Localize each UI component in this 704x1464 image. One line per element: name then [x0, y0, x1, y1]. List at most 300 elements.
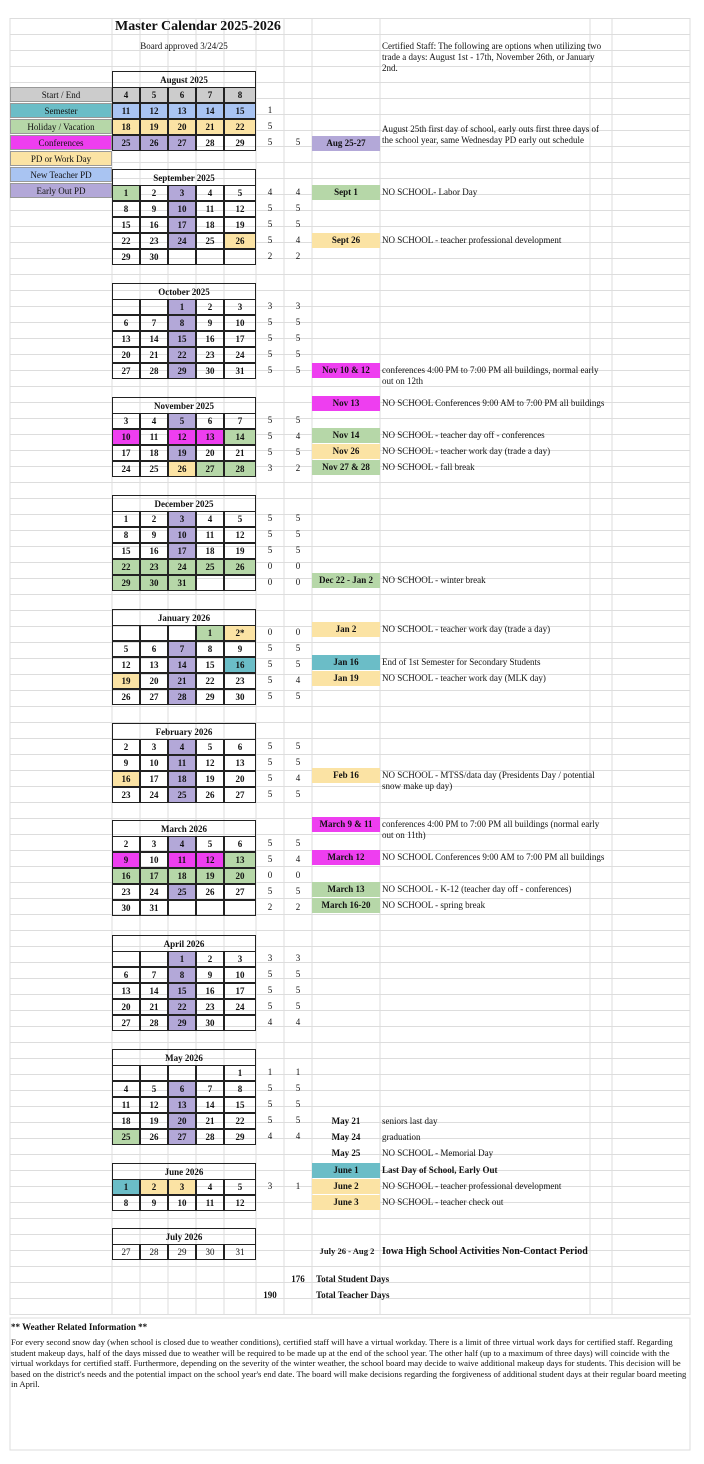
calendar-day: 1 — [224, 1065, 256, 1081]
calendar-day: 2* — [224, 625, 256, 641]
calendar-day: 12 — [224, 1195, 256, 1211]
calendar-day: 9 — [112, 755, 140, 771]
calendar-day: 18 — [140, 445, 168, 461]
event-date: Jan 2 — [312, 622, 380, 637]
calendar-day: 12 — [196, 755, 224, 771]
calendar-day: 19 — [168, 445, 196, 461]
teacher-day-count: 5 — [267, 447, 273, 457]
calendar-day: 13 — [196, 429, 224, 445]
calendar-day: 6 — [224, 836, 256, 852]
calendar-day: 8 — [112, 527, 140, 543]
student-day-count: 4 — [295, 431, 301, 441]
calendar-day: 17 — [168, 217, 196, 233]
calendar-day: 21 — [196, 119, 224, 135]
calendar-day: 7 — [224, 413, 256, 429]
calendar-day: 5 — [224, 1179, 256, 1195]
student-day-count: 0 — [295, 561, 301, 571]
calendar-day: 7 — [168, 641, 196, 657]
student-day-count: 1 — [295, 1067, 301, 1077]
teacher-day-count: 1 — [267, 105, 273, 115]
calendar-day: 9 — [196, 967, 224, 983]
event-description: graduation — [382, 1132, 421, 1142]
calendar-day: 23 — [140, 233, 168, 249]
calendar-day: 2 — [140, 185, 168, 201]
teacher-day-count: 5 — [267, 513, 273, 523]
calendar-day: 4 — [112, 1081, 140, 1097]
calendar-day: 13 — [168, 103, 196, 119]
calendar-day: 27 — [168, 1129, 196, 1145]
teacher-day-count: 0 — [267, 870, 273, 880]
total-student-days-value: 176 — [291, 1274, 305, 1284]
calendar-day: 9 — [140, 1195, 168, 1211]
calendar-day: 22 — [168, 347, 196, 363]
teacher-day-count: 5 — [267, 235, 273, 245]
calendar-day: 26 — [140, 1129, 168, 1145]
event-description: Iowa High School Activities Non-Contact Period — [382, 1246, 588, 1257]
month-header: December 2025 — [112, 495, 256, 511]
calendar-day: 11 — [112, 103, 140, 119]
calendar-day — [168, 900, 196, 916]
teacher-day-count: 2 — [267, 902, 273, 912]
student-day-count: 5 — [295, 886, 301, 896]
calendar-day: 5 — [140, 1081, 168, 1097]
calendar-day: 16 — [112, 868, 140, 884]
calendar-day: 3 — [112, 413, 140, 429]
month-header: August 2025 — [112, 71, 256, 87]
student-day-count: 4 — [295, 1131, 301, 1141]
event-description: NO SCHOOL Conferences 9:00 AM to 7:00 PM all buildings — [382, 398, 605, 408]
calendar-day: 1 — [112, 511, 140, 527]
calendar-day: 29 — [224, 1129, 256, 1145]
calendar-day: 23 — [224, 673, 256, 689]
teacher-day-count: 5 — [267, 1099, 273, 1109]
calendar-day: 21 — [168, 673, 196, 689]
calendar-day: 28 — [140, 1244, 168, 1260]
teacher-day-count: 5 — [267, 545, 273, 555]
teacher-day-count: 5 — [267, 985, 273, 995]
calendar-day: 31 — [168, 575, 196, 591]
calendar-day: 30 — [140, 575, 168, 591]
teacher-day-count: 5 — [267, 121, 273, 131]
calendar-day: 4 — [112, 87, 140, 103]
student-day-count: 4 — [295, 187, 301, 197]
calendar-day: 23 — [112, 884, 140, 900]
calendar-day: 26 — [168, 461, 196, 477]
calendar-day: 1 — [168, 299, 196, 315]
calendar-day: 22 — [168, 999, 196, 1015]
calendar-day: 8 — [224, 1081, 256, 1097]
event-date: Jan 16 — [312, 655, 380, 670]
event-date: March 16-20 — [312, 898, 380, 913]
student-day-count: 5 — [295, 203, 301, 213]
calendar-day — [224, 900, 256, 916]
event-date: June 1 — [312, 1163, 380, 1178]
teacher-day-count: 5 — [267, 757, 273, 767]
certified-staff-note: Certified Staff: The following are options when utilizing two trade a days: August 1st - 17th, November 26th, or January 2nd. — [382, 41, 602, 73]
calendar-day: 31 — [224, 1244, 256, 1260]
student-day-count: 5 — [295, 1115, 301, 1125]
calendar-day: 6 — [112, 967, 140, 983]
calendar-day — [196, 249, 224, 265]
calendar-day: 6 — [168, 87, 196, 103]
calendar-day: 20 — [224, 868, 256, 884]
calendar-day: 11 — [196, 1195, 224, 1211]
calendar-day: 13 — [224, 852, 256, 868]
calendar-day: 7 — [196, 87, 224, 103]
event-date: Dec 22 - Jan 2 — [312, 573, 380, 588]
calendar-day: 25 — [112, 1129, 140, 1145]
calendar-day — [140, 951, 168, 967]
student-day-count: 0 — [295, 577, 301, 587]
calendar-day: 24 — [140, 884, 168, 900]
student-day-count: 5 — [295, 659, 301, 669]
calendar-day: 3 — [168, 185, 196, 201]
calendar-day: 16 — [196, 983, 224, 999]
calendar-day: 5 — [168, 413, 196, 429]
event-date: Sept 1 — [312, 185, 380, 200]
calendar-day — [140, 1065, 168, 1081]
calendar-day: 30 — [196, 363, 224, 379]
event-date: May 25 — [331, 1148, 361, 1158]
student-day-count: 5 — [295, 137, 301, 147]
calendar-day: 30 — [196, 1015, 224, 1031]
calendar-day: 30 — [196, 1244, 224, 1260]
calendar-day: 29 — [112, 249, 140, 265]
calendar-day: 26 — [196, 884, 224, 900]
teacher-day-count: 5 — [267, 1083, 273, 1093]
teacher-day-count: 5 — [267, 838, 273, 848]
calendar-day: 12 — [140, 103, 168, 119]
calendar-day: 4 — [196, 1179, 224, 1195]
calendar-day: 13 — [112, 331, 140, 347]
student-day-count: 4 — [295, 675, 301, 685]
calendar-day: 18 — [196, 217, 224, 233]
calendar-day: 22 — [224, 1113, 256, 1129]
calendar-day: 27 — [140, 689, 168, 705]
calendar-day: 29 — [224, 135, 256, 151]
calendar-day: 25 — [196, 559, 224, 575]
teacher-day-count: 5 — [267, 773, 273, 783]
calendar-day: 22 — [196, 673, 224, 689]
student-day-count: 5 — [295, 219, 301, 229]
calendar-day: 17 — [224, 983, 256, 999]
month-header: July 2026 — [112, 1228, 256, 1244]
month-header: March 2026 — [112, 820, 256, 836]
student-day-count: 5 — [295, 317, 301, 327]
calendar-day: 28 — [168, 689, 196, 705]
student-day-count: 3 — [295, 301, 301, 311]
calendar-day: 1 — [112, 1179, 140, 1195]
teacher-day-count: 5 — [267, 691, 273, 701]
legend-item: PD or Work Day — [10, 151, 112, 166]
calendar-day: 27 — [224, 884, 256, 900]
calendar-day: 10 — [224, 315, 256, 331]
calendar-day: 16 — [224, 657, 256, 673]
calendar-day: 8 — [112, 1195, 140, 1211]
calendar-day: 12 — [224, 201, 256, 217]
calendar-day: 9 — [140, 527, 168, 543]
teacher-day-count: 3 — [267, 953, 273, 963]
calendar-day: 2 — [112, 836, 140, 852]
calendar-day: 8 — [112, 201, 140, 217]
teacher-day-count: 4 — [267, 187, 273, 197]
calendar-day: 1 — [112, 185, 140, 201]
calendar-day: 21 — [140, 347, 168, 363]
calendar-day — [168, 249, 196, 265]
calendar-day: 15 — [224, 103, 256, 119]
calendar-day: 4 — [196, 185, 224, 201]
calendar-day: 17 — [112, 445, 140, 461]
calendar-day: 29 — [112, 575, 140, 591]
event-date: March 13 — [312, 882, 380, 897]
calendar-day: 10 — [112, 429, 140, 445]
calendar-day: 2 — [140, 1179, 168, 1195]
calendar-day: 16 — [140, 543, 168, 559]
event-date: Nov 26 — [312, 444, 380, 459]
student-day-count: 5 — [295, 447, 301, 457]
calendar-day — [112, 1065, 140, 1081]
event-date: June 3 — [312, 1195, 380, 1210]
calendar-day: 15 — [224, 1097, 256, 1113]
calendar-day: 30 — [112, 900, 140, 916]
calendar-day: 5 — [224, 185, 256, 201]
calendar-day: 29 — [196, 689, 224, 705]
calendar-day: 2 — [196, 951, 224, 967]
calendar-day: 11 — [196, 527, 224, 543]
calendar-day: 6 — [112, 315, 140, 331]
teacher-day-count: 5 — [267, 854, 273, 864]
legend-item: Conferences — [10, 135, 112, 150]
calendar-day: 25 — [168, 884, 196, 900]
calendar-day: 9 — [196, 315, 224, 331]
calendar-day — [224, 575, 256, 591]
calendar-day: 25 — [168, 787, 196, 803]
calendar-day: 28 — [140, 1015, 168, 1031]
month-header: November 2025 — [112, 397, 256, 413]
calendar-day: 14 — [224, 429, 256, 445]
calendar-day: 23 — [196, 999, 224, 1015]
event-description: seniors last day — [382, 1116, 438, 1126]
event-description: NO SCHOOL - Memorial Day — [382, 1148, 494, 1158]
calendar-day — [224, 249, 256, 265]
calendar-day: 3 — [224, 299, 256, 315]
calendar-day: 22 — [112, 233, 140, 249]
event-description: NO SCHOOL - teacher work day (trade a day) — [382, 446, 551, 456]
student-day-count: 5 — [295, 969, 301, 979]
calendar-day: 17 — [140, 868, 168, 884]
event-date: June 2 — [312, 1179, 380, 1194]
calendar-day: 12 — [140, 1097, 168, 1113]
calendar-day: 4 — [168, 836, 196, 852]
calendar-day: 18 — [112, 1113, 140, 1129]
calendar-day: 28 — [224, 461, 256, 477]
calendar-day: 12 — [168, 429, 196, 445]
calendar-day: 24 — [224, 347, 256, 363]
calendar-day: 19 — [224, 217, 256, 233]
calendar-day: 18 — [112, 119, 140, 135]
calendar-day: 8 — [168, 315, 196, 331]
teacher-day-count: 0 — [267, 627, 273, 637]
total-student-days-label: Total Student Days — [316, 1274, 390, 1284]
student-day-count: 5 — [295, 529, 301, 539]
calendar-day: 21 — [140, 999, 168, 1015]
event-description: NO SCHOOL - teacher work day (trade a day) — [382, 624, 551, 634]
teacher-day-count: 3 — [267, 1181, 273, 1191]
calendar-day: 6 — [168, 1081, 196, 1097]
calendar-day — [196, 900, 224, 916]
event-date: Jan 19 — [312, 671, 380, 686]
calendar-day: 17 — [168, 543, 196, 559]
student-day-count: 5 — [295, 349, 301, 359]
calendar-day: 2 — [112, 739, 140, 755]
calendar-day: 9 — [224, 641, 256, 657]
calendar-day: 23 — [140, 559, 168, 575]
event-description: NO SCHOOL- Labor Day — [382, 187, 478, 197]
student-day-count: 2 — [295, 251, 301, 261]
teacher-day-count: 1 — [267, 1067, 273, 1077]
student-day-count: 4 — [295, 1017, 301, 1027]
calendar-day: 10 — [224, 967, 256, 983]
month-header: September 2025 — [112, 169, 256, 185]
calendar-day: 31 — [140, 900, 168, 916]
calendar-day: 15 — [168, 983, 196, 999]
calendar-day: 3 — [140, 739, 168, 755]
month-header: October 2025 — [112, 283, 256, 299]
calendar-day: 4 — [168, 739, 196, 755]
calendar-day: 27 — [224, 787, 256, 803]
event-description: NO SCHOOL Conferences 9:00 AM to 7:00 PM all buildings — [382, 852, 605, 862]
calendar-day — [196, 575, 224, 591]
legend-item: Holiday / Vacation — [10, 119, 112, 134]
calendar-day: 25 — [112, 135, 140, 151]
calendar-day: 10 — [168, 1195, 196, 1211]
event-date: July 26 - Aug 2 — [319, 1246, 375, 1256]
calendar-day — [112, 299, 140, 315]
event-description: NO SCHOOL - teacher day off - conferences — [382, 430, 545, 440]
calendar-day: 20 — [168, 1113, 196, 1129]
calendar-day: 27 — [112, 1015, 140, 1031]
calendar-day: 19 — [224, 543, 256, 559]
student-day-count: 5 — [295, 1099, 301, 1109]
calendar-day: 5 — [140, 87, 168, 103]
teacher-day-count: 5 — [267, 659, 273, 669]
calendar-day: 6 — [224, 739, 256, 755]
teacher-day-count: 5 — [267, 886, 273, 896]
calendar-day: 3 — [168, 1179, 196, 1195]
calendar-day: 27 — [112, 1244, 140, 1260]
event-date: March 12 — [312, 850, 380, 865]
calendar-day: 26 — [196, 787, 224, 803]
calendar-day: 14 — [196, 103, 224, 119]
teacher-day-count: 2 — [267, 251, 273, 261]
teacher-day-count: 5 — [267, 219, 273, 229]
approval-note: Board approved 3/24/25 — [140, 41, 228, 51]
calendar-day: 3 — [224, 951, 256, 967]
calendar-day: 5 — [224, 511, 256, 527]
student-day-count: 0 — [295, 870, 301, 880]
student-day-count: 5 — [295, 643, 301, 653]
student-day-count: 4 — [295, 773, 301, 783]
calendar-day — [168, 625, 196, 641]
event-date: May 21 — [331, 1116, 361, 1126]
calendar-day: 30 — [224, 689, 256, 705]
calendar-day: 15 — [112, 217, 140, 233]
calendar-day: 22 — [112, 559, 140, 575]
legend-item: Early Out PD — [10, 183, 112, 198]
calendar-day: 2 — [196, 299, 224, 315]
event-description: NO SCHOOL - teacher professional development — [382, 235, 562, 245]
legend-item: Semester — [10, 103, 112, 118]
teacher-day-count: 0 — [267, 561, 273, 571]
calendar-day — [112, 625, 140, 641]
event-description: End of 1st Semester for Secondary Students — [382, 657, 541, 667]
calendar-day: 25 — [196, 233, 224, 249]
teacher-day-count: 4 — [267, 1131, 273, 1141]
calendar-day: 6 — [140, 641, 168, 657]
calendar-day — [112, 951, 140, 967]
calendar-day: 7 — [140, 967, 168, 983]
calendar-day: 23 — [196, 347, 224, 363]
calendar-day: 20 — [196, 445, 224, 461]
event-date: Nov 14 — [312, 428, 380, 443]
calendar-day: 29 — [168, 1244, 196, 1260]
student-day-count: 5 — [295, 333, 301, 343]
student-day-count: 4 — [295, 235, 301, 245]
calendar-day: 21 — [224, 445, 256, 461]
teacher-day-count: 5 — [267, 741, 273, 751]
total-teacher-days-label: Total Teacher Days — [316, 1290, 390, 1300]
calendar-day: 11 — [168, 755, 196, 771]
calendar-day: 13 — [168, 1097, 196, 1113]
teacher-day-count: 5 — [267, 333, 273, 343]
calendar-day: 30 — [140, 249, 168, 265]
legend-item: New Teacher PD — [10, 167, 112, 182]
calendar-day: 26 — [224, 233, 256, 249]
student-day-count: 5 — [295, 838, 301, 848]
teacher-day-count: 5 — [267, 969, 273, 979]
calendar-day — [196, 1065, 224, 1081]
student-day-count: 5 — [295, 691, 301, 701]
calendar-day: 11 — [168, 852, 196, 868]
student-day-count: 3 — [295, 953, 301, 963]
teacher-day-count: 5 — [267, 675, 273, 685]
calendar-day: 18 — [196, 543, 224, 559]
event-date: May 24 — [331, 1132, 361, 1142]
calendar-day: 20 — [224, 771, 256, 787]
event-date: Nov 13 — [312, 396, 380, 411]
calendar-day — [140, 625, 168, 641]
calendar-day: 18 — [168, 868, 196, 884]
teacher-day-count: 5 — [267, 415, 273, 425]
calendar-day: 22 — [224, 119, 256, 135]
calendar-day — [140, 299, 168, 315]
teacher-day-count: 5 — [267, 365, 273, 375]
student-day-count: 5 — [295, 789, 301, 799]
calendar-day: 11 — [196, 201, 224, 217]
calendar-day: 14 — [168, 657, 196, 673]
event-description: conferences 4:00 PM to 7:00 PM all buildings (normal early out on 11th) — [382, 819, 600, 840]
calendar-day: 9 — [140, 201, 168, 217]
calendar-day: 24 — [168, 233, 196, 249]
teacher-day-count: 3 — [267, 301, 273, 311]
event-description: NO SCHOOL - teacher work day (MLK day) — [382, 673, 546, 683]
calendar-day — [168, 1065, 196, 1081]
teacher-day-count: 5 — [267, 349, 273, 359]
page-title: Master Calendar 2025-2026 — [115, 19, 281, 34]
calendar-day: 15 — [112, 543, 140, 559]
teacher-day-count: 3 — [267, 463, 273, 473]
calendar-day: 5 — [196, 739, 224, 755]
